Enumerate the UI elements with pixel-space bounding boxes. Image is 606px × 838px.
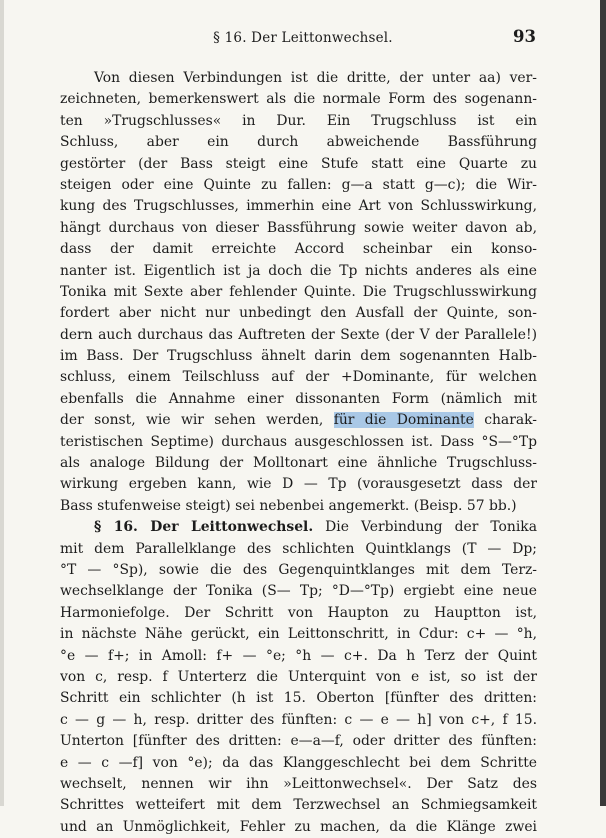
text-line: °T — °Sp), sowie die des Gegenquintklanges mit dem Terz- bbox=[60, 561, 537, 578]
text-line: hängt durchaus von dieser Bassführung sowie weiter davon ab, bbox=[60, 219, 537, 236]
text-line: ebenfalls die Annahme einer dissonanten Form (nämlich mit bbox=[60, 390, 537, 407]
text-line: und an Unmöglichkeit, Fehler zu machen, da die Klänge zwei bbox=[60, 818, 537, 835]
text-line: zeichneten, bemerkenswert als die normale Form des sogenann- bbox=[60, 91, 537, 108]
text-line: kung des Trugschlusses, immerhin eine Art von Schlusswirkung, bbox=[60, 198, 537, 215]
text-line: Unterton [fünfter des dritten: e—a—f, oder dritter des fünften: bbox=[60, 733, 537, 750]
scan-left-edge bbox=[0, 0, 4, 806]
text-line: Harmoniefolge. Der Schritt von Haupton zu Hauptton ist, bbox=[60, 604, 537, 621]
running-head: § 16. Der Leittonwechsel. bbox=[213, 30, 393, 46]
page-number: 93 bbox=[513, 27, 536, 46]
line-segment: der sonst, wie wir sehen werden, bbox=[60, 412, 334, 429]
text-line: im Bass. Der Trugschluss ähnelt darin dem sogenannten Halb- bbox=[60, 348, 537, 365]
text-line: e — c —f] von °e); da das Klanggeschlecht bei dem Schritte bbox=[60, 754, 537, 771]
body-text bbox=[60, 68, 537, 838]
text-line: Schritt ein schlichter (h ist 15. Oberton [fünfter des dritten: bbox=[60, 690, 537, 707]
text-line: mit dem Parallelklange des schlichten Quintklangs (T — Dp; bbox=[60, 540, 537, 557]
text-line: gestörter (der Bass steigt eine Stufe statt eine Quarte zu bbox=[60, 155, 537, 172]
text-line: teristischen Septime) durchaus ausgeschlossen ist. Dass °S—°Tp bbox=[60, 433, 537, 450]
text-line-with-highlight bbox=[60, 410, 537, 431]
text-line: wechselt, nennen wir ihn »Leittonwechsel«. Der Satz des bbox=[60, 775, 537, 792]
text-line: nanter ist. Eigentlich ist ja doch die Tp nichts anderes als eine bbox=[60, 262, 537, 279]
text-line: Tonika mit Sexte aber fehlender Quinte. Die Trugschlusswirkung bbox=[60, 283, 537, 300]
line-segment: Die Verbindung der Tonika bbox=[313, 519, 537, 536]
page-header bbox=[0, 27, 606, 54]
line-segment: charak- bbox=[473, 412, 537, 429]
text-line: fordert aber nicht nur unbedingt den Ausfall der Quinte, son- bbox=[60, 305, 537, 322]
section-heading: § 16. Der Leittonwechsel. bbox=[94, 519, 314, 536]
text-line: von c, resp. f Unterterz die Unterquint von e ist, so ist der bbox=[60, 668, 537, 685]
text-line: °e — f+; in Amoll: f+ — °e; °h — c+. Da h Terz der Quint bbox=[60, 647, 537, 664]
text-line: dern auch durchaus das Auftreten der Sexte (der V der Parallele!) bbox=[60, 326, 537, 343]
selected-text-highlight[interactable]: für die Dominante bbox=[333, 412, 474, 429]
text-line: steigen oder eine Quinte zu fallen: g—a statt g—c); die Wir- bbox=[60, 176, 537, 193]
scan-right-edge bbox=[600, 0, 606, 806]
text-line: Schrittes wetteifert mit dem Terzwechsel an Schmiegsamkeit bbox=[60, 797, 537, 814]
text-line: wirkung ergeben kann, wie D — Tp (vorausgesetzt dass der bbox=[60, 476, 537, 493]
text-line: schluss, einem Teilschluss auf der +Dominante, für welchen bbox=[60, 369, 537, 386]
text-line: dass der damit erreichte Accord scheinbar ein konso- bbox=[60, 241, 537, 258]
text-line: Schluss, aber ein durch abweichende Bassführung bbox=[60, 134, 537, 151]
text-line: als analoge Bildung der Molltonart eine ähnliche Trugschluss- bbox=[60, 455, 537, 472]
section-start-line bbox=[60, 517, 537, 538]
text-line: ten »Trugschlusses« in Dur. Ein Trugschluss ist ein bbox=[60, 112, 537, 129]
text-line: Von diesen Verbindungen ist die dritte, der unter aa) ver- bbox=[94, 70, 537, 86]
text-line: wechselklange der Tonika (S— Tp; °D—°Tp) ergiebt eine neue bbox=[60, 583, 537, 600]
text-line: Bass stufenweise steigt) sei nebenbei angemerkt. (Beisp. 57 bb.) bbox=[60, 497, 517, 514]
text-line: c — g — h, resp. dritter des fünften: c — e — h] von c+, f 15. bbox=[60, 711, 537, 728]
text-line: in nächste Nähe gerückt, ein Leittonschritt, in Cdur: c+ — °h, bbox=[60, 626, 537, 643]
